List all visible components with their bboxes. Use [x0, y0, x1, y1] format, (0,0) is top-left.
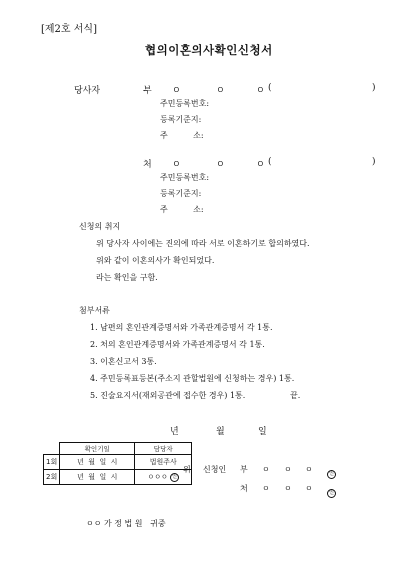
husband-name-mark-3: ㅇ — [256, 86, 265, 96]
applicant-wife-seal-icon — [327, 483, 336, 502]
seal-icon: 인 — [327, 470, 336, 479]
attachments-heading: 첨부서류 — [79, 306, 110, 315]
seal-icon: 인 — [170, 473, 179, 482]
attachment-item-2: 2. 처의 혼인관계증명서와 가족관계증명서 각 1통. — [90, 340, 265, 349]
table-row-officer: 법원주사 — [135, 455, 192, 470]
date-day-label: 일 — [258, 427, 267, 437]
applicant-husband-seal-icon — [327, 464, 336, 483]
husband-address-label: 주 소: — [160, 131, 204, 140]
husband-name-mark-1: ㅇ — [172, 86, 181, 96]
table-row-officer: ㅇㅇㅇ — [147, 473, 168, 481]
husband-name-mark-2: ㅇ — [216, 86, 225, 96]
wife-name-mark-3: ㅇ — [256, 160, 265, 170]
applicant-wife-mark-3: ㅇ — [305, 484, 313, 493]
applicant-label: 신청인 — [203, 465, 227, 474]
applicant-husband-mark-1: ㅇ — [262, 465, 270, 474]
applicant-husband-role: 부 — [240, 465, 248, 474]
husband-registration-base-label: 등록기준지: — [160, 115, 202, 124]
applicant-wife-mark-2: ㅇ — [284, 484, 292, 493]
seal-icon: 인 — [327, 489, 336, 498]
date-month-label: 월 — [216, 427, 225, 437]
husband-paren-open: ( — [268, 83, 272, 93]
applicant-prefix: 위 — [183, 465, 191, 474]
applicant-wife-mark-1: ㅇ — [262, 484, 270, 493]
attachment-item-5: 5. 진술요지서(재외공관에 접수한 경우) 1통. — [90, 391, 246, 400]
wife-paren-close: ) — [372, 157, 376, 167]
applicant-wife-role: 처 — [240, 484, 248, 493]
applicant-husband-mark-3: ㅇ — [305, 465, 313, 474]
form-number: [제2호 서식] — [41, 24, 97, 35]
court-addressee: ㅇㅇ 가 정 법 원 귀중 — [86, 519, 166, 528]
applicant-husband-mark-2: ㅇ — [284, 465, 292, 474]
wife-name-mark-1: ㅇ — [172, 160, 181, 170]
wife-address-label: 주 소: — [160, 205, 204, 214]
table-row-ordinal: 1회 — [44, 455, 60, 470]
purpose-heading: 신청의 취지 — [79, 222, 121, 231]
attachment-item-4: 4. 주민등록표등본(주소지 관할법원에 신청하는 경우) 1통. — [90, 374, 295, 383]
wife-resident-number-label: 주민등록번호: — [160, 173, 210, 182]
husband-paren-close: ) — [372, 83, 376, 93]
wife-registration-base-label: 등록기준지: — [160, 189, 202, 198]
table-corner — [44, 443, 60, 455]
wife-name-mark-2: ㅇ — [216, 160, 225, 170]
table-row-date: 년 월 일 시 — [60, 455, 135, 470]
document-title: 협의이혼의사확인신청서 — [145, 43, 273, 57]
husband-resident-number-label: 주민등록번호: — [160, 99, 210, 108]
table-row — [44, 455, 192, 470]
attachment-item-1: 1. 남편의 혼인관계증명서와 가족관계증명서 각 1통. — [90, 323, 273, 332]
confirmation-date-table — [43, 442, 192, 485]
husband-role: 부 — [143, 86, 152, 96]
table-header-date: 확인기일 — [60, 443, 135, 455]
wife-role: 처 — [143, 160, 152, 170]
table-header-officer: 담당자 — [135, 443, 192, 455]
purpose-line-3: 라는 확인을 구함. — [96, 273, 158, 282]
table-header-row — [44, 443, 192, 455]
party-section-label: 당사자 — [74, 86, 101, 96]
table-row-date: 년 월 일 시 — [60, 470, 135, 485]
table-row — [44, 470, 192, 485]
attachments-end-mark: 끝. — [290, 391, 301, 400]
table-row-ordinal: 2회 — [44, 470, 60, 485]
purpose-line-2: 위와 같이 이혼의사가 확인되었다. — [96, 256, 215, 265]
wife-paren-open: ( — [268, 157, 272, 167]
attachment-item-3: 3. 이혼신고서 3통. — [90, 357, 157, 366]
date-year-label: 년 — [170, 427, 179, 437]
purpose-line-1: 위 당사자 사이에는 진의에 따라 서로 이혼하기로 합의하였다. — [96, 239, 310, 248]
